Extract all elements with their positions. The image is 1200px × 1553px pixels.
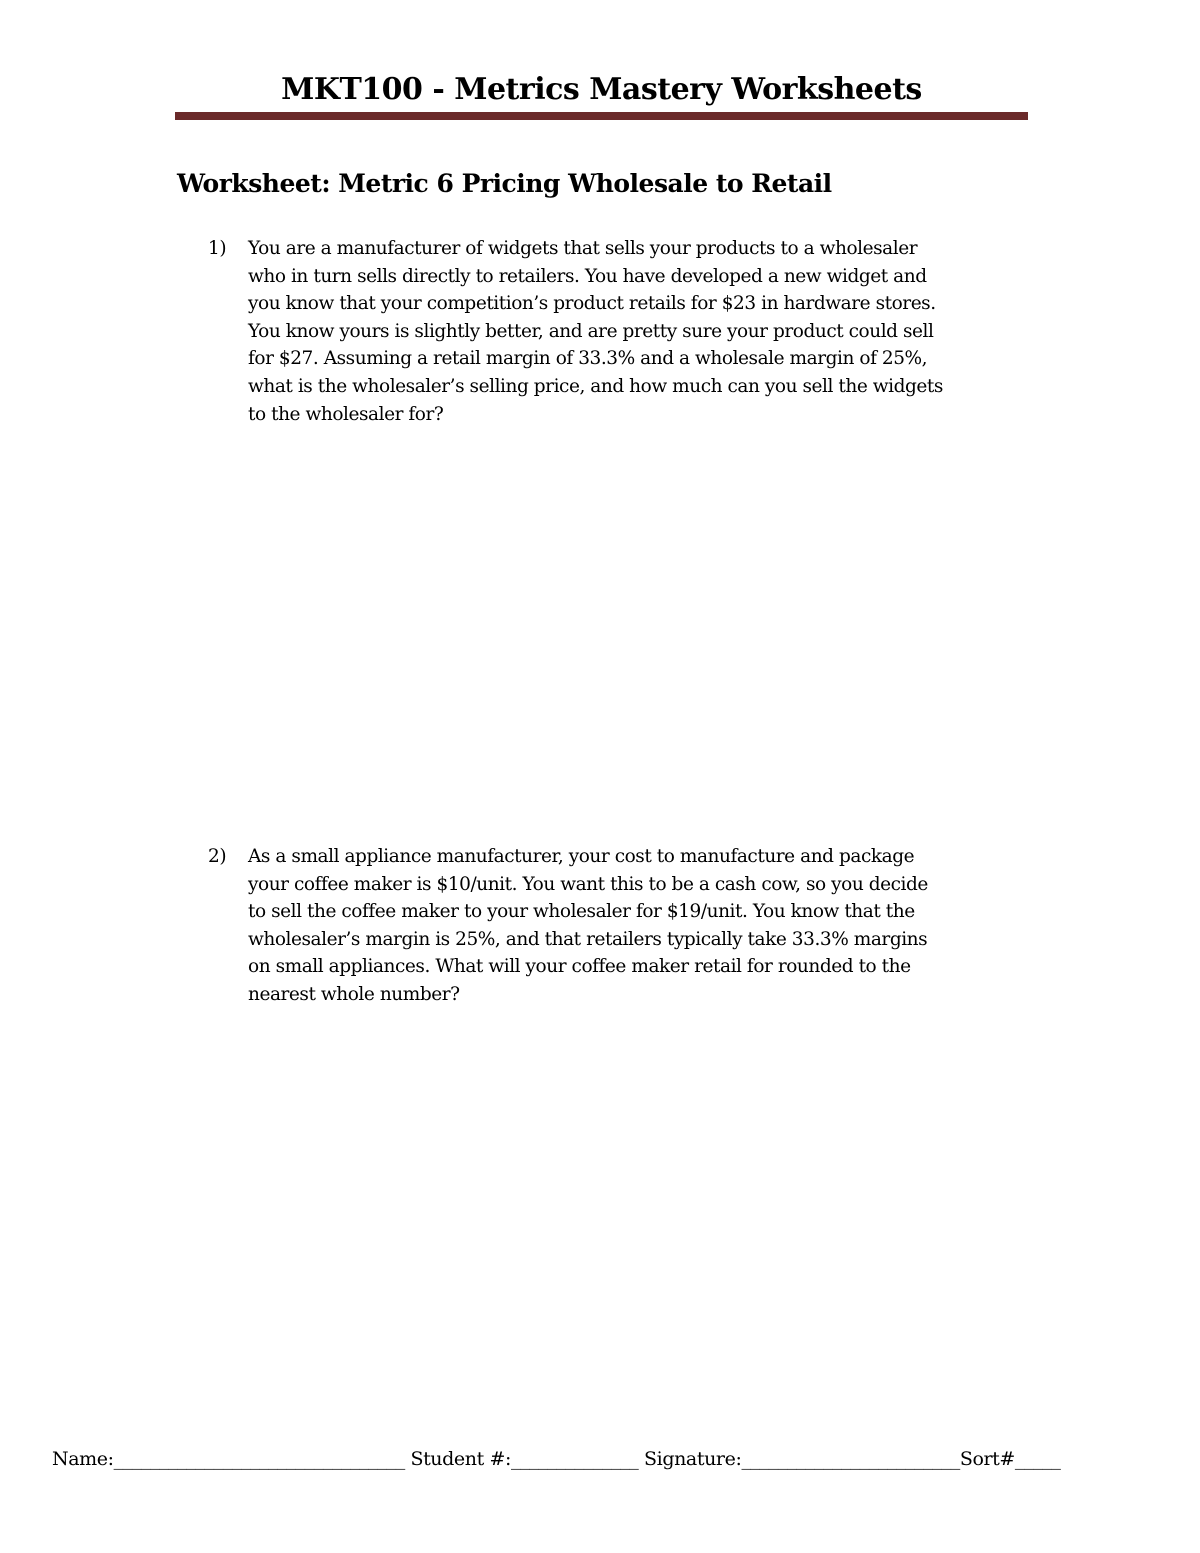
question-line: for $27. Assuming a retail margin of 33.3% and a wholesale margin of 25%, (248, 348, 928, 370)
header-rule (175, 112, 1028, 120)
document-title: MKT100 - Metrics Mastery Worksheets (281, 72, 922, 107)
question-line: you know that your competition’s product retails for $23 in hardware stores. (248, 293, 936, 315)
question-line: who in turn sells directly to retailers. You have developed a new widget and (248, 265, 927, 287)
worksheet-heading: Worksheet: Metric 6 Pricing Wholesale to Retail (177, 169, 832, 198)
question-line: to sell the coffee maker to your wholesaler for $19/unit. You know that the (248, 901, 915, 923)
question-number: 1) (208, 238, 227, 259)
question-number: 2) (208, 846, 227, 867)
question-text (248, 235, 1028, 428)
question-line: You know yours is slightly better, and are pretty sure your product could sell (248, 320, 934, 342)
question-line: your coffee maker is $10/unit. You want this to be a cash cow, so you decide (248, 873, 928, 895)
student-info-footer: Name:________________________________ Student #:______________ Signature:________________________Sort#_____ (52, 1448, 1061, 1470)
question-line: You are a manufacturer of widgets that sells your products to a wholesaler (248, 238, 918, 259)
question-line: on small appliances. What will your coffee maker retail for rounded to the (248, 956, 911, 978)
question-line: nearest whole number? (248, 983, 460, 1005)
question-1 (208, 235, 1028, 428)
question-line: what is the wholesaler’s selling price, and how much can you sell the widgets (248, 375, 943, 397)
question-line: As a small appliance manufacturer, your cost to manufacture and package (248, 846, 915, 867)
question-line: wholesaler’s margin is 25%, and that retailers typically take 33.3% margins (248, 928, 928, 950)
question-text (248, 843, 1028, 1009)
question-line: to the wholesaler for? (248, 403, 444, 425)
question-2 (208, 843, 1028, 1009)
